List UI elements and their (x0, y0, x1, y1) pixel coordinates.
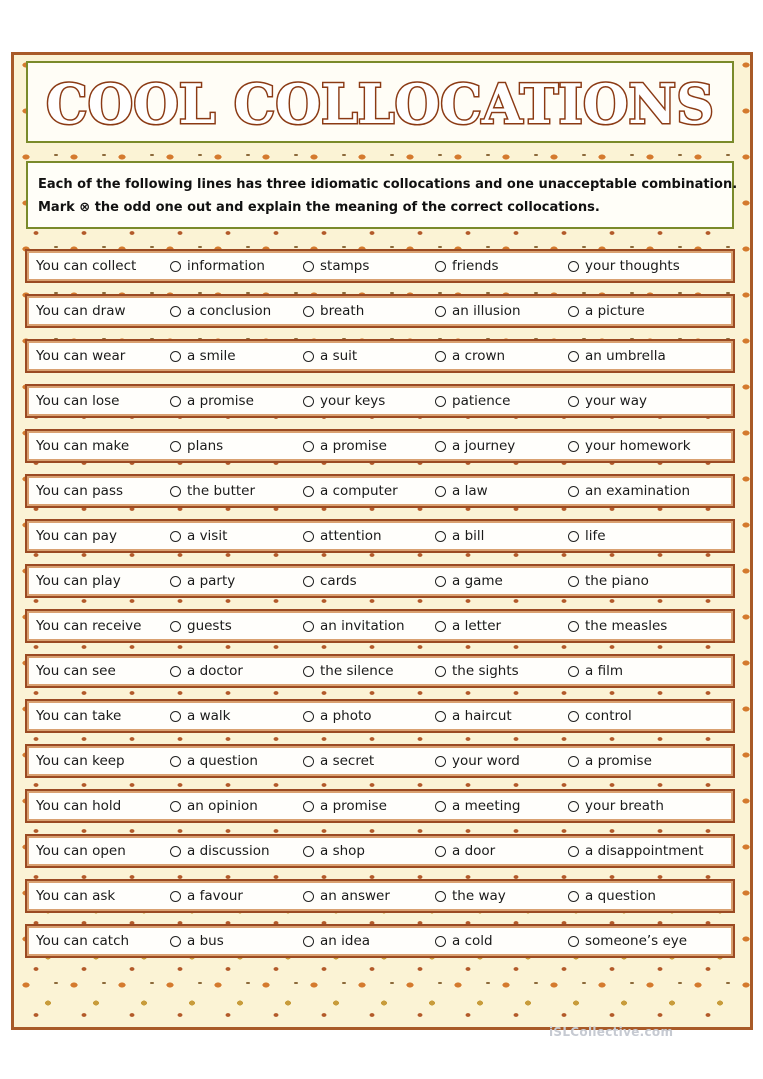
option-label: a computer (320, 483, 398, 499)
option-choice[interactable] (170, 663, 243, 679)
row-lead-text: You can pay (36, 528, 117, 544)
radio-circle-icon[interactable] (303, 891, 314, 902)
instructions-box (26, 161, 738, 229)
option-label: a cold (452, 933, 493, 949)
radio-circle-icon[interactable] (170, 576, 181, 587)
radio-circle-icon[interactable] (170, 261, 181, 272)
option-label: a crown (452, 348, 506, 364)
option-label: a doctor (187, 663, 243, 679)
table-row (25, 654, 735, 688)
option-choice[interactable] (170, 303, 271, 319)
option-choice[interactable] (435, 888, 506, 904)
option-choice[interactable] (303, 483, 398, 499)
radio-circle-icon[interactable] (303, 261, 314, 272)
option-label: a law (452, 483, 488, 499)
radio-circle-icon[interactable] (435, 486, 446, 497)
radio-circle-icon[interactable] (170, 621, 181, 632)
option-label: a promise (320, 798, 387, 814)
option-label: the sights (452, 663, 519, 679)
option-choice[interactable] (435, 798, 521, 814)
radio-circle-icon[interactable] (568, 486, 579, 497)
option-choice[interactable] (303, 438, 387, 454)
table-row (25, 339, 735, 373)
option-choice[interactable] (170, 618, 232, 634)
radio-circle-icon[interactable] (170, 936, 181, 947)
option-choice[interactable] (170, 843, 270, 859)
table-row (25, 474, 735, 508)
option-choice[interactable] (170, 393, 254, 409)
radio-circle-icon[interactable] (568, 351, 579, 362)
option-choice[interactable] (170, 438, 223, 454)
option-label: a bill (452, 528, 485, 544)
option-label: information (187, 258, 265, 274)
option-choice[interactable] (303, 798, 387, 814)
radio-circle-icon[interactable] (568, 621, 579, 632)
option-label: an answer (320, 888, 390, 904)
radio-circle-icon[interactable] (568, 846, 579, 857)
option-choice[interactable] (303, 753, 374, 769)
row-lead-text: You can catch (36, 933, 130, 949)
option-choice[interactable] (170, 753, 258, 769)
option-label: friends (452, 258, 499, 274)
option-choice[interactable] (435, 303, 521, 319)
table-row (25, 924, 735, 958)
option-label: a haircut (452, 708, 512, 724)
table-row (25, 789, 735, 823)
table-row (25, 744, 735, 778)
radio-circle-icon[interactable] (435, 936, 446, 947)
row-lead-text: You can ask (36, 888, 116, 904)
option-label: a question (187, 753, 258, 769)
row-lead-text: You can make (36, 438, 130, 454)
instructions-line-2: Mark ⊗ the odd one out and explain the meaning of the correct collocations. (38, 200, 600, 215)
radio-circle-icon[interactable] (303, 396, 314, 407)
row-lead-text: You can keep (36, 753, 125, 769)
option-label: a picture (585, 303, 645, 319)
option-choice[interactable] (170, 258, 265, 274)
radio-circle-icon[interactable] (568, 261, 579, 272)
option-label: breath (320, 303, 365, 319)
table-row (25, 834, 735, 868)
radio-circle-icon[interactable] (568, 396, 579, 407)
table-row (25, 249, 735, 283)
option-choice[interactable] (170, 888, 243, 904)
option-label: a question (585, 888, 656, 904)
radio-circle-icon[interactable] (303, 756, 314, 767)
option-label: a game (452, 573, 503, 589)
radio-circle-icon[interactable] (170, 756, 181, 767)
option-choice[interactable] (435, 393, 510, 409)
radio-circle-icon[interactable] (303, 801, 314, 812)
option-label: an invitation (320, 618, 405, 634)
radio-circle-icon[interactable] (568, 891, 579, 902)
option-label: a letter (452, 618, 502, 634)
option-choice[interactable] (170, 933, 224, 949)
option-label: a suit (320, 348, 358, 364)
radio-circle-icon[interactable] (435, 351, 446, 362)
option-label: the piano (585, 573, 649, 589)
option-label: the measles (585, 618, 668, 634)
radio-circle-icon[interactable] (435, 396, 446, 407)
option-label: a discussion (187, 843, 270, 859)
option-choice[interactable] (170, 708, 230, 724)
option-choice[interactable] (303, 573, 357, 589)
option-label: someone’s eye (585, 933, 688, 949)
radio-circle-icon[interactable] (303, 441, 314, 452)
option-label: your homework (585, 438, 691, 454)
radio-circle-icon[interactable] (170, 531, 181, 542)
option-choice[interactable] (303, 303, 364, 319)
worksheet-title (30, 65, 730, 139)
radio-circle-icon[interactable] (435, 891, 446, 902)
table-row (25, 609, 735, 643)
radio-circle-icon[interactable] (303, 666, 314, 677)
radio-circle-icon[interactable] (568, 666, 579, 677)
radio-circle-icon[interactable] (435, 621, 446, 632)
option-choice[interactable] (568, 798, 664, 814)
instructions-line-1: Each of the following lines has three idiomatic collocations and one unacceptable combination. (38, 177, 738, 192)
option-label: a photo (320, 708, 372, 724)
worksheet (11, 52, 753, 1030)
option-label: a meeting (452, 798, 521, 814)
option-choice[interactable] (568, 393, 647, 409)
radio-circle-icon[interactable] (170, 891, 181, 902)
option-label: a promise (320, 438, 387, 454)
option-choice[interactable] (303, 258, 369, 274)
radio-circle-icon[interactable] (170, 711, 181, 722)
option-choice[interactable] (568, 528, 606, 544)
option-label: plans (187, 438, 224, 454)
option-label: a film (585, 663, 623, 679)
option-label: a secret (320, 753, 375, 769)
option-label: a promise (187, 393, 254, 409)
radio-circle-icon[interactable] (435, 441, 446, 452)
option-label: your way (585, 393, 647, 409)
option-choice[interactable] (170, 348, 236, 364)
option-choice[interactable] (435, 753, 520, 769)
option-label: a bus (187, 933, 224, 949)
table-row (25, 384, 735, 418)
option-choice[interactable] (568, 573, 649, 589)
radio-circle-icon[interactable] (170, 801, 181, 812)
option-choice[interactable] (303, 528, 382, 544)
option-label: the silence (320, 663, 394, 679)
row-lead-text: You can see (36, 663, 116, 679)
option-choice[interactable] (170, 798, 258, 814)
radio-circle-icon[interactable] (303, 621, 314, 632)
option-choice[interactable] (568, 348, 666, 364)
option-label: a walk (187, 708, 231, 724)
option-label: an examination (585, 483, 691, 499)
option-choice[interactable] (568, 888, 656, 904)
radio-circle-icon[interactable] (303, 576, 314, 587)
radio-circle-icon[interactable] (170, 441, 181, 452)
option-choice[interactable] (435, 933, 493, 949)
option-choice[interactable] (303, 708, 372, 724)
row-lead-text: You can play (36, 573, 121, 589)
radio-circle-icon[interactable] (435, 846, 446, 857)
option-label: your keys (320, 393, 386, 409)
radio-circle-icon[interactable] (170, 396, 181, 407)
row-lead-text: You can lose (36, 393, 120, 409)
option-label: life (585, 528, 606, 544)
option-label: the butter (187, 483, 256, 499)
option-label: an umbrella (585, 348, 666, 364)
option-choice[interactable] (568, 303, 645, 319)
option-choice[interactable] (303, 663, 394, 679)
radio-circle-icon[interactable] (568, 531, 579, 542)
option-label: a party (187, 573, 236, 589)
radio-circle-icon[interactable] (303, 486, 314, 497)
row-lead-text: You can take (36, 708, 122, 724)
option-label: attention (320, 528, 382, 544)
radio-circle-icon[interactable] (568, 306, 579, 317)
radio-circle-icon[interactable] (568, 576, 579, 587)
option-choice[interactable] (170, 483, 255, 499)
title-box (26, 61, 734, 143)
option-label: guests (187, 618, 232, 634)
option-choice[interactable] (568, 438, 691, 454)
option-label: a promise (585, 753, 652, 769)
radio-circle-icon[interactable] (568, 936, 579, 947)
option-label: a conclusion (187, 303, 272, 319)
option-choice[interactable] (568, 258, 680, 274)
radio-circle-icon[interactable] (435, 801, 446, 812)
option-choice[interactable] (568, 843, 704, 859)
option-choice[interactable] (435, 618, 501, 634)
radio-circle-icon[interactable] (568, 711, 579, 722)
option-choice[interactable] (435, 843, 495, 859)
row-lead-text: You can receive (36, 618, 142, 634)
radio-circle-icon[interactable] (568, 756, 579, 767)
row-lead-text: You can hold (36, 798, 122, 814)
table-row (25, 564, 735, 598)
option-choice[interactable] (303, 888, 390, 904)
option-label: stamps (320, 258, 370, 274)
radio-circle-icon[interactable] (170, 306, 181, 317)
radio-circle-icon[interactable] (435, 261, 446, 272)
option-label: your thoughts (585, 258, 680, 274)
radio-circle-icon[interactable] (303, 711, 314, 722)
table-row (25, 294, 735, 328)
option-choice[interactable] (435, 438, 515, 454)
option-choice[interactable] (568, 933, 687, 949)
option-choice[interactable] (435, 708, 512, 724)
option-label: a visit (187, 528, 228, 544)
option-choice[interactable] (435, 663, 519, 679)
option-label: an opinion (187, 798, 258, 814)
option-label: the way (452, 888, 506, 904)
option-label: cards (320, 573, 357, 589)
option-choice[interactable] (435, 573, 503, 589)
row-lead-text: You can open (36, 843, 126, 859)
radio-circle-icon[interactable] (435, 756, 446, 767)
option-choice[interactable] (303, 348, 357, 364)
table-row (25, 519, 735, 553)
radio-circle-icon[interactable] (303, 351, 314, 362)
radio-circle-icon[interactable] (170, 666, 181, 677)
option-choice[interactable] (303, 393, 385, 409)
option-choice[interactable] (170, 573, 235, 589)
option-label: your breath (585, 798, 664, 814)
radio-circle-icon[interactable] (568, 441, 579, 452)
radio-circle-icon[interactable] (435, 711, 446, 722)
radio-circle-icon[interactable] (303, 936, 314, 947)
row-lead-text: You can pass (36, 483, 124, 499)
option-choice[interactable] (568, 708, 632, 724)
option-choice[interactable] (568, 483, 690, 499)
option-choice[interactable] (435, 348, 505, 364)
option-label: a shop (320, 843, 365, 859)
radio-circle-icon[interactable] (435, 306, 446, 317)
radio-circle-icon[interactable] (170, 846, 181, 857)
option-choice[interactable] (435, 483, 488, 499)
row-lead-text: You can wear (36, 348, 126, 364)
option-choice[interactable] (303, 933, 370, 949)
option-choice[interactable] (568, 663, 623, 679)
radio-circle-icon[interactable] (303, 846, 314, 857)
radio-circle-icon[interactable] (435, 666, 446, 677)
option-choice[interactable] (303, 618, 405, 634)
table-row (25, 429, 735, 463)
option-label: a favour (187, 888, 243, 904)
option-label: an illusion (452, 303, 521, 319)
option-choice[interactable] (435, 258, 499, 274)
option-label: a smile (187, 348, 236, 364)
option-label: a journey (452, 438, 516, 454)
option-label: control (585, 708, 632, 724)
radio-circle-icon[interactable] (303, 531, 314, 542)
radio-circle-icon[interactable] (435, 576, 446, 587)
option-choice[interactable] (435, 528, 484, 544)
option-choice[interactable] (303, 843, 365, 859)
radio-circle-icon[interactable] (303, 306, 314, 317)
title-text: COOL COLLOCATIONS (46, 72, 714, 136)
radio-circle-icon[interactable] (568, 801, 579, 812)
radio-circle-icon[interactable] (435, 531, 446, 542)
option-label: a door (452, 843, 496, 859)
option-label: patience (452, 393, 511, 409)
table-row (25, 879, 735, 913)
option-label: your word (452, 753, 520, 769)
table-row (25, 699, 735, 733)
option-label: an idea (320, 933, 371, 949)
row-lead-text: You can collect (36, 258, 137, 274)
radio-circle-icon[interactable] (170, 351, 181, 362)
watermark: iSLCollective.com (549, 1025, 674, 1039)
radio-circle-icon[interactable] (170, 486, 181, 497)
option-label: a disappointment (585, 843, 704, 859)
option-choice[interactable] (568, 753, 652, 769)
option-choice[interactable] (568, 618, 667, 634)
row-lead-text: You can draw (36, 303, 126, 319)
option-choice[interactable] (170, 528, 227, 544)
